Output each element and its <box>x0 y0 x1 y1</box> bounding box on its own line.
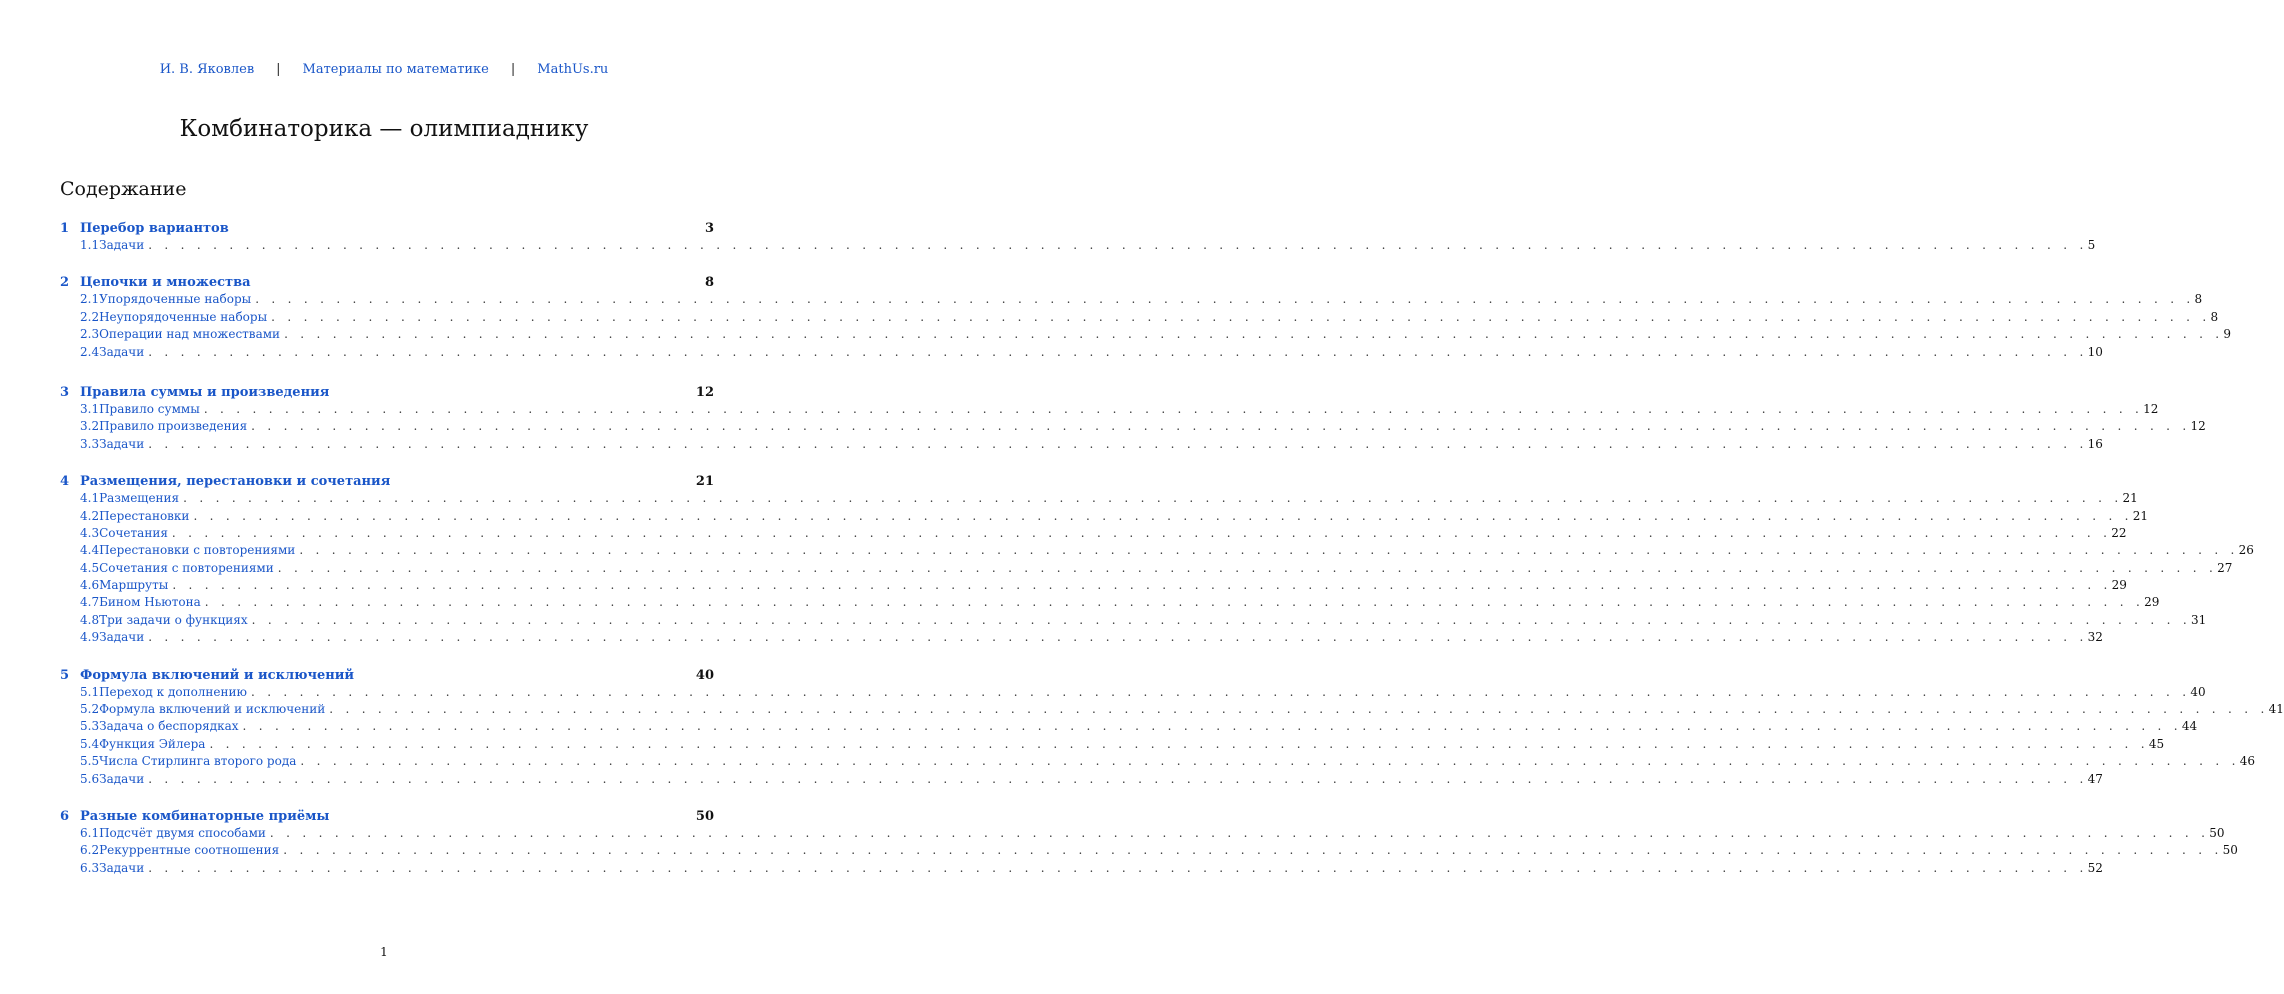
dot-leader: . . . . . . . . . . . . . . . . . . . . . . . . . . . . . . . . . . . . . . . . . . . . . . . . . . . . . . . . . . . . . . . . . . . . . . . . . . . . . . . . . . . . . . . . . . . . . . . . . . . . . . . . . . . . . . . . . . . . . . . . <box>250 684 2191 699</box>
section-number: 3 <box>60 384 70 400</box>
dot-leader: . . . . . . . . . . . . . . . . . . . . . . . . . . . . . . . . . . . . . . . . . . . . . . . . . . . . . . . . . . . . . . . . . . . . . . . . . . . . . . . . . . . . . . . . . . . . . . . . . . . . . . . . . . . . . . . . . . . . . . . . <box>242 719 2182 734</box>
subsection-number: 5.5 <box>80 754 100 769</box>
subsection-number: 3.1 <box>80 401 100 416</box>
toc-subsection-link[interactable] <box>60 309 2219 326</box>
toc-subsection-link[interactable] <box>60 237 2096 254</box>
dot-leader: . . . . . . . . . . . . . . . . . . . . . . . . . . . . . . . . . . . . . . . . . . . . . . . . . . . . . . . . . . . . . . . . . . . . . . . . . . . . . . . . . . . . . . . . . . . . . . . . . . . . . . . . . . . . . . . . . . . . . . . . <box>172 578 2112 593</box>
subsection-title: Упорядоченные наборы <box>99 292 252 307</box>
toc-section <box>60 384 2206 453</box>
subsection-title: Функция Эйлера <box>99 736 206 751</box>
toc-subsection-link[interactable] <box>60 701 2284 718</box>
toc-subsection-link[interactable] <box>60 684 2206 701</box>
subsection-number: 6.1 <box>80 825 100 840</box>
toc-section <box>60 220 2096 254</box>
subsection-number: 4.8 <box>80 612 100 627</box>
dot-leader: . . . . . . . . . . . . . . . . . . . . . . . . . . . . . . . . . . . . . . . . . . . . . . . . . . . . . . . . . . . . . . . . . . . . . . . . . . . . . . . . . . . . . . . . . . . . . . . . . . . . . . . . . . . . . . . . . . . . . . . . <box>284 327 2224 342</box>
subsection-page: 12 <box>2190 419 2206 434</box>
toc-subsection-link[interactable] <box>60 577 2127 594</box>
site-link[interactable]: MathUs.ru <box>537 62 609 77</box>
toc-subsection-link[interactable] <box>60 771 2103 788</box>
dot-leader: . . . . . . . . . . . . . . . . . . . . . . . . . . . . . . . . . . . . . . . . . . . . . . . . . . . . . . . . . . . . . . . . . . . . . . . . . . . . . . . . . . . . . . . . . . . . . . . . . . . . . . . . . . . . . . . . . . . . . . . . <box>251 612 2191 627</box>
subsection-page: 10 <box>2087 344 2103 359</box>
toc-subsection-link[interactable] <box>60 344 2103 361</box>
subsection-page: 50 <box>2209 825 2225 840</box>
subsection-title: Сочетания с повторениями <box>99 560 274 575</box>
toc-subsection-link[interactable] <box>60 525 2127 542</box>
section-page: 40 <box>695 667 714 683</box>
toc-subsection-link[interactable] <box>60 508 2149 525</box>
subsection-title: Перестановки <box>99 508 190 523</box>
subsection-title: Перестановки с повторениями <box>99 543 296 558</box>
dot-leader: . . . . . . . . . . . . . . . . . . . . . . . . . . . . . . . . . . . . . . . . . . . . . . . . . . . . . . . . . . . . . . . . . . . . . . . . . . . . . . . . . . . . . . . . . . . . . . . . . . . . . . . . . . . . . . . . . . . . . . . . <box>300 754 2240 769</box>
dot-leader: . . . . . . . . . . . . . . . . . . . . . . . . . . . . . . . . . . . . . . . . . . . . . . . . . . . . . . . . . . . . . . . . . . . . . . . . . . . . . . . . . . . . . . . . . . . . . . . . . . . . . . . . . . . . . . . . . . . . . . . . <box>277 560 2218 575</box>
subsection-page: 29 <box>2144 595 2160 610</box>
subsection-title: Задачи <box>99 344 145 359</box>
dot-leader: . . . . . . . . . . . . . . . . . . . . . . . . . . . . . . . . . . . . . . . . . . . . . . . . . . . . . . . . . . . . . . . . . . . . . . . . . . . . . . . . . . . . . . . . . . . . . . . . . . . . . . . . . . . . . . . . . . . . . . . . <box>203 401 2144 416</box>
subsection-title: Переход к дополнению <box>99 684 247 699</box>
subsection-page: 8 <box>2210 309 2219 324</box>
toc-section-link[interactable] <box>60 667 714 684</box>
subsection-number: 5.3 <box>80 719 100 734</box>
subsection-number: 4.9 <box>80 630 100 645</box>
subsection-title: Задачи <box>99 860 145 875</box>
toc-subsection-link[interactable] <box>60 490 2138 507</box>
subsection-number: 4.3 <box>80 525 100 540</box>
dot-leader: . . . . . . . . . . . . . . . . . . . . . . . . . . . . . . . . . . . . . . . . . . . . . . . . . . . . . . . . . . . . . . . . . . . . . . . . . . . . . . . . . . . . . . . . . . . . . . . . . . . . . . . . . . . . . . . . . . . . . . . . <box>299 543 2239 558</box>
subsection-number: 4.5 <box>80 560 100 575</box>
toc-subsection-link[interactable] <box>60 629 2103 646</box>
dot-leader: . . . . . . . . . . . . . . . . . . . . . . . . . . . . . . . . . . . . . . . . . . . . . . . . . . . . . . . . . . . . . . . . . . . . . . . . . . . . . . . . . . . . . . . . . . . . . . . . . . . . . . . . . . . . . . . . . . . . . . . . <box>269 825 2210 840</box>
author-link[interactable]: И. В. Яковлев <box>159 62 255 77</box>
dot-leader: . . . . . . . . . . . . . . . . . . . . . . . . . . . . . . . . . . . . . . . . . . . . . . . . . . . . . . . . . . . . . . . . . . . . . . . . . . . . . . . . . . . . . . . . . . . . . . . . . . . . . . . . . . . . . . . . . . . . . . . . <box>171 525 2112 540</box>
subsection-number: 2.3 <box>80 327 100 342</box>
dot-leader: . . . . . . . . . . . . . . . . . . . . . . . . . . . . . . . . . . . . . . . . . . . . . . . . . . . . . . . . . . . . . . . . . . . . . . . . . . . . . . . . . . . . . . . . . . . . . . . . . . . . . . . . . . . . . . . . . . . . . . . . <box>255 292 2195 307</box>
toc-subsection-link[interactable] <box>60 825 2225 842</box>
dot-leader: . . . . . . . . . . . . . . . . . . . . . . . . . . . . . . . . . . . . . . . . . . . . . . . . . . . . . . . . . . . . . . . . . . . . . . . . . . . . . . . . . . . . . . . . . . . . . . . . . . . . . . . . . . . . . . . . . . . . . . . . <box>283 843 2223 858</box>
subsection-title: Задача о беспорядках <box>99 719 239 734</box>
subsection-page: 50 <box>2222 843 2238 858</box>
subsection-number: 6.3 <box>80 860 100 875</box>
section-page: 50 <box>695 808 714 824</box>
toc-subsection-link[interactable] <box>60 594 2160 611</box>
dot-leader: . . . . . . . . . . . . . . . . . . . . . . . . . . . . . . . . . . . . . . . . . . . . . . . . . . . . . . . . . . . . . . . . . . . . . . . . . . . . . . . . . . . . . . . . . . . . . . . . . . . . . . . . . . . . . . . . . . . . . . . . <box>329 702 2269 717</box>
toc-section-link[interactable] <box>60 220 714 237</box>
toc-section-link[interactable] <box>60 274 714 291</box>
subsection-title: Формула включений и исключений <box>99 702 326 717</box>
page-header <box>0 62 768 77</box>
subsection-title: Задачи <box>99 771 145 786</box>
subsection-number: 6.2 <box>80 843 100 858</box>
section-number: 4 <box>60 474 70 490</box>
dot-leader: . . . . . . . . . . . . . . . . . . . . . . . . . . . . . . . . . . . . . . . . . . . . . . . . . . . . . . . . . . . . . . . . . . . . . . . . . . . . . . . . . . . . . . . . . . . . . . . . . . . . . . . . . . . . . . . . . . . . . . . . <box>148 771 2088 786</box>
toc-section <box>60 274 2232 361</box>
toc-subsection-link[interactable] <box>60 612 2207 629</box>
subsection-title: Маршруты <box>99 578 169 593</box>
subsection-page: 47 <box>2087 771 2103 786</box>
subsection-page: 46 <box>2239 754 2255 769</box>
dot-leader: . . . . . . . . . . . . . . . . . . . . . . . . . . . . . . . . . . . . . . . . . . . . . . . . . . . . . . . . . . . . . . . . . . . . . . . . . . . . . . . . . . . . . . . . . . . . . . . . . . . . . . . . . . . . . . . . . . . . . . . . <box>193 508 2133 523</box>
materials-link[interactable]: Материалы по математике <box>302 62 489 77</box>
subsection-title: Бином Ньютона <box>99 595 201 610</box>
section-number: 6 <box>60 808 70 824</box>
subsection-title: Задачи <box>99 238 145 252</box>
subsection-page: 40 <box>2190 684 2206 699</box>
section-page: 3 <box>704 221 714 236</box>
subsection-page: 22 <box>2111 525 2127 540</box>
header-separator: | <box>510 62 516 77</box>
subsection-title: Три задачи о функциях <box>99 612 248 627</box>
subsection-page: 29 <box>2111 578 2127 593</box>
subsection-title: Операции над множествами <box>99 327 281 342</box>
toc-section <box>60 808 2238 877</box>
subsection-page: 52 <box>2087 860 2103 875</box>
toc-subsection-link[interactable] <box>60 860 2103 877</box>
subsection-page: 45 <box>2148 736 2165 751</box>
dot-leader: . . . . . . . . . . . . . . . . . . . . . . . . . . . . . . . . . . . . . . . . . . . . . . . . . . . . . . . . . . . . . . . . . . . . . . . . . . . . . . . . . . . . . . . . . . . . . . . . . . . . . . . . . . . . . . . . . . . . . . . . <box>183 491 2123 506</box>
toc-section-link[interactable] <box>60 384 714 401</box>
subsection-page: 26 <box>2238 543 2254 558</box>
toc-section <box>60 473 2254 647</box>
header-separator: | <box>276 62 281 77</box>
dot-leader: . . . . . . . . . . . . . . . . . . . . . . . . . . . . . . . . . . . . . . . . . . . . . . . . . . . . . . . . . . . . . . . . . . . . . . . . . . . . . . . . . . . . . . . . . . . . . . . . . . . . . . . . . . . . . . . . . . . . . . . . <box>148 630 2088 645</box>
toc-subsection-link[interactable] <box>60 436 2103 453</box>
dot-leader: . . . . . . . . . . . . . . . . . . . . . . . . . . . . . . . . . . . . . . . . . . . . . . . . . . . . . . . . . . . . . . . . . . . . . . . . . . . . . . . . . . . . . . . . . . . . . . . . . . . . . . . . . . . . . . . . . . . . . . . . <box>204 595 2145 610</box>
dot-leader: . . . . . . . . . . . . . . . . . . . . . . . . . . . . . . . . . . . . . . . . . . . . . . . . . . . . . . . . . . . . . . . . . . . . . . . . . . . . . . . . . . . . . . . . . . . . . . . . . . . . . . . . . . . . . . . . . . . . . . . . <box>148 344 2088 359</box>
subsection-number: 3.2 <box>80 419 100 434</box>
subsection-title: Рекуррентные соотношения <box>99 843 280 858</box>
subsection-number: 4.4 <box>80 543 100 558</box>
subsection-page: 21 <box>2122 491 2138 506</box>
section-number: 5 <box>60 667 70 683</box>
subsection-page: 9 <box>2223 327 2232 342</box>
subsection-page: 8 <box>2194 292 2203 307</box>
subsection-title: Размещения <box>99 491 180 506</box>
dot-leader: . . . . . . . . . . . . . . . . . . . . . . . . . . . . . . . . . . . . . . . . . . . . . . . . . . . . . . . . . . . . . . . . . . . . . . . . . . . . . . . . . . . . . . . . . . . . . . . . . . . . . . . . . . . . . . . . . . . . . . . . <box>148 436 2088 451</box>
subsection-number: 2.2 <box>80 309 100 324</box>
subsection-page: 27 <box>2217 560 2233 575</box>
subsection-title: Правило произведения <box>99 419 248 434</box>
toc-section-link[interactable] <box>60 473 714 490</box>
section-page: 12 <box>695 384 714 400</box>
toc-subsection-link[interactable] <box>60 753 2255 770</box>
subsection-page: 44 <box>2181 719 2198 734</box>
section-page: 21 <box>695 474 714 490</box>
subsection-number: 5.4 <box>80 736 100 751</box>
subsection-number: 5.1 <box>80 684 100 699</box>
dot-leader: . . . . . . . . . . . . . . . . . . . . . . . . . . . . . . . . . . . . . . . . . . . . . . . . . . . . . . . . . . . . . . . . . . . . . . . . . . . . . . . . . . . . . . . . . . . . . . . . . . . . . . . . . . . . . . . . . . . . . . . . <box>251 419 2191 434</box>
subsection-number: 4.7 <box>80 595 100 610</box>
subsection-number: 2.4 <box>80 344 100 359</box>
section-title: Перебор вариантов <box>80 221 229 236</box>
subsection-number: 3.3 <box>80 436 100 451</box>
section-title: Правила суммы и произведения <box>80 384 330 400</box>
subsection-page: 41 <box>2268 702 2284 717</box>
subsection-page: 21 <box>2132 508 2149 523</box>
section-title: Разные комбинаторные приёмы <box>80 808 330 824</box>
toc-subsection-link[interactable] <box>60 418 2206 435</box>
section-number: 2 <box>60 275 70 291</box>
subsection-number: 4.2 <box>80 508 100 523</box>
dot-leader: . . . . . . . . . . . . . . . . . . . . . . . . . . . . . . . . . . . . . . . . . . . . . . . . . . . . . . . . . . . . . . . . . . . . . . . . . . . . . . . . . . . . . . . . . . . . . . . . . . . . . . . . . . . . . . . . . . . . . . . . <box>148 860 2088 875</box>
subsection-title: Подсчёт двумя способами <box>99 825 266 840</box>
subsection-number: 5.2 <box>80 702 100 717</box>
toc-subsection-link[interactable] <box>60 842 2238 859</box>
subsection-page: 32 <box>2087 630 2103 645</box>
subsection-page: 12 <box>2143 401 2159 416</box>
toc-section <box>60 667 2284 788</box>
subsection-number: 4.6 <box>80 578 100 593</box>
toc-heading: Содержание <box>60 178 187 200</box>
dot-leader: . . . . . . . . . . . . . . . . . . . . . . . . . . . . . . . . . . . . . . . . . . . . . . . . . . . . . . . . . . . . . . . . . . . . . . . . . . . . . . . . . . . . . . . . . . . . . . . . . . . . . . . . . . . . . . . . . . . . . . . . <box>148 238 2088 252</box>
section-page: 8 <box>704 275 714 291</box>
toc-subsection-link[interactable] <box>60 736 2165 753</box>
subsection-number: 1.1 <box>80 238 100 252</box>
subsection-page: 5 <box>2087 238 2096 252</box>
subsection-title: Числа Стирлинга второго рода <box>99 754 297 769</box>
toc-subsection-link[interactable] <box>60 542 2254 559</box>
toc-subsection-link[interactable] <box>60 560 2233 577</box>
subsection-page: 16 <box>2087 436 2103 451</box>
subsection-title: Сочетания <box>99 525 168 540</box>
subsection-title: Задачи <box>99 630 145 645</box>
section-number: 1 <box>60 221 70 236</box>
subsection-number: 4.1 <box>80 491 100 506</box>
subsection-number: 5.6 <box>80 771 100 786</box>
toc-subsection-link[interactable] <box>60 401 2159 418</box>
table-of-contents <box>60 220 2284 897</box>
toc-section-link[interactable] <box>60 808 714 825</box>
toc-subsection-link[interactable] <box>60 718 2198 735</box>
section-title: Размещения, перестановки и сочетания <box>80 474 391 490</box>
document-title: Комбинаторика — олимпиаднику <box>179 116 589 142</box>
subsection-number: 2.1 <box>80 292 100 307</box>
toc-subsection-link[interactable] <box>60 291 2203 308</box>
subsection-page: 31 <box>2190 612 2207 627</box>
subsection-title: Неупорядоченные наборы <box>99 309 268 324</box>
section-title: Цепочки и множества <box>80 275 251 291</box>
subsection-title: Задачи <box>99 436 145 451</box>
toc-subsection-link[interactable] <box>60 326 2232 343</box>
subsection-title: Правило суммы <box>99 401 200 416</box>
dot-leader: . . . . . . . . . . . . . . . . . . . . . . . . . . . . . . . . . . . . . . . . . . . . . . . . . . . . . . . . . . . . . . . . . . . . . . . . . . . . . . . . . . . . . . . . . . . . . . . . . . . . . . . . . . . . . . . . . . . . . . . . <box>209 736 2149 751</box>
dot-leader: . . . . . . . . . . . . . . . . . . . . . . . . . . . . . . . . . . . . . . . . . . . . . . . . . . . . . . . . . . . . . . . . . . . . . . . . . . . . . . . . . . . . . . . . . . . . . . . . . . . . . . . . . . . . . . . . . . . . . . . . <box>271 309 2211 324</box>
section-title: Формула включений и исключений <box>80 667 355 683</box>
page-number: 1 <box>380 945 388 959</box>
